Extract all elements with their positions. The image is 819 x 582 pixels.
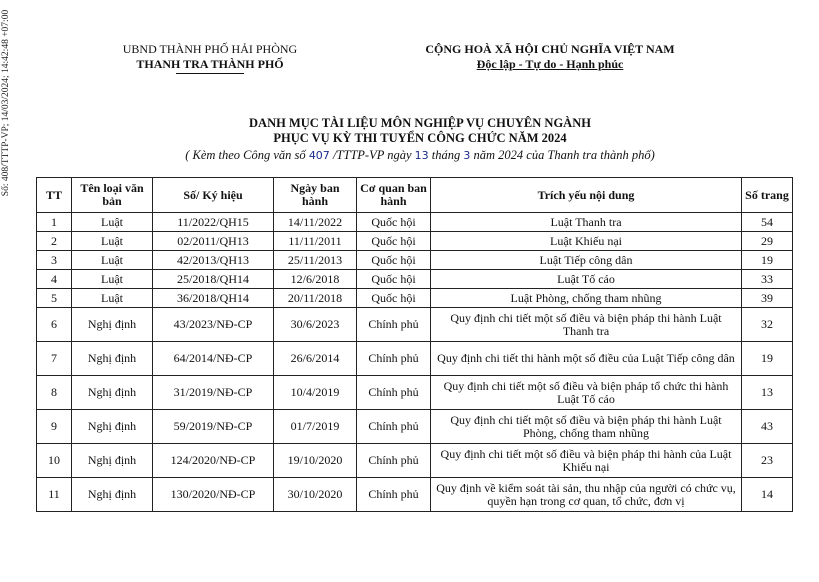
cell-code: 64/2014/NĐ-CP — [153, 342, 274, 376]
cell-summary: Quy định chi tiết một số điều và biện pháp thi hành của Luật Khiếu nại — [431, 444, 742, 478]
national-header — [392, 42, 708, 72]
table-row — [37, 410, 793, 444]
cell-code: 31/2019/NĐ-CP — [153, 376, 274, 410]
agency-underline — [176, 73, 244, 74]
table-row — [37, 270, 793, 289]
cell-date: 10/4/2019 — [274, 376, 357, 410]
cell-type: Luật — [72, 213, 153, 232]
cell-pages: 19 — [742, 342, 793, 376]
cell-agency: Quốc hội — [357, 289, 431, 308]
agency-name: THANH TRA THÀNH PHỐ — [136, 57, 284, 71]
cell-date: 14/11/2022 — [274, 213, 357, 232]
header-summary: Trích yếu nội dung — [431, 178, 742, 213]
table-row — [37, 376, 793, 410]
cell-type: Luật — [72, 232, 153, 251]
cell-pages: 54 — [742, 213, 793, 232]
cell-type: Luật — [72, 270, 153, 289]
cell-summary: Luật Khiếu nại — [431, 232, 742, 251]
handwritten-doc-number: 407 — [308, 149, 330, 162]
cell-code: 02/2011/QH13 — [153, 232, 274, 251]
table-row — [37, 444, 793, 478]
cell-pages: 32 — [742, 308, 793, 342]
header-pages: Số trang — [742, 178, 793, 213]
subtitle-part-2: /TTTP-VP ngày — [329, 148, 415, 162]
cell-code: 130/2020/NĐ-CP — [153, 478, 274, 512]
cell-tt: 5 — [37, 289, 72, 308]
table-row — [37, 478, 793, 512]
cell-date: 30/6/2023 — [274, 308, 357, 342]
handwritten-day: 13 — [414, 149, 429, 162]
cell-pages: 33 — [742, 270, 793, 289]
header-type: Tên loại văn bản — [72, 178, 153, 213]
cell-code: 124/2020/NĐ-CP — [153, 444, 274, 478]
cell-code: 36/2018/QH14 — [153, 289, 274, 308]
cell-date: 12/6/2018 — [274, 270, 357, 289]
cell-type: Nghị định — [72, 376, 153, 410]
cell-tt: 9 — [37, 410, 72, 444]
cell-tt: 11 — [37, 478, 72, 512]
subtitle-part-4: năm 2024 của Thanh tra thành phố) — [470, 148, 655, 162]
cell-agency: Quốc hội — [357, 232, 431, 251]
table-row — [37, 251, 793, 270]
national-title: CỘNG HOÀ XÃ HỘI CHỦ NGHĨA VIỆT NAM — [425, 42, 675, 56]
table-header-row — [37, 178, 793, 213]
cell-summary: Quy định về kiểm soát tài sản, thu nhập của người có chức vụ, quyền hạn trong cơ quan, tổ chức, đơn vị — [431, 478, 742, 512]
cell-tt: 6 — [37, 308, 72, 342]
table-row — [37, 342, 793, 376]
header-agency: Cơ quan ban hành — [357, 178, 431, 213]
cell-type: Nghị định — [72, 410, 153, 444]
cell-pages: 43 — [742, 410, 793, 444]
cell-type: Luật — [72, 289, 153, 308]
cell-tt: 8 — [37, 376, 72, 410]
cell-agency: Quốc hội — [357, 213, 431, 232]
cell-tt: 7 — [37, 342, 72, 376]
cell-agency: Quốc hội — [357, 270, 431, 289]
header-tt: TT — [37, 178, 72, 213]
cell-pages: 39 — [742, 289, 793, 308]
table-row — [37, 213, 793, 232]
cell-pages: 14 — [742, 478, 793, 512]
cell-summary: Quy định chi tiết một số điều và biện pháp tổ chức thi hành Luật Tố cáo — [431, 376, 742, 410]
header-code: Số/ Ký hiệu — [153, 178, 274, 213]
cell-code: 11/2022/QH15 — [153, 213, 274, 232]
cell-pages: 19 — [742, 251, 793, 270]
handwritten-month: 3 — [463, 149, 471, 162]
title-line-1: DANH MỤC TÀI LIỆU MÔN NGHIỆP VỤ CHUYÊN NGÀNH — [249, 116, 591, 130]
cell-agency: Chính phủ — [357, 478, 431, 512]
cell-type: Nghị định — [72, 342, 153, 376]
cell-date: 30/10/2020 — [274, 478, 357, 512]
cell-agency: Chính phủ — [357, 376, 431, 410]
cell-tt: 1 — [37, 213, 72, 232]
cell-code: 42/2013/QH13 — [153, 251, 274, 270]
cell-summary: Quy định chi tiết một số điều và biện pháp thi hành Luật Phòng, chống tham nhũng — [431, 410, 742, 444]
cell-type: Nghị định — [72, 444, 153, 478]
cell-date: 26/6/2014 — [274, 342, 357, 376]
header-date: Ngày ban hành — [274, 178, 357, 213]
issuing-agency-header — [100, 42, 320, 74]
parent-agency: UBND THÀNH PHỐ HẢI PHÒNG — [122, 42, 298, 56]
cell-agency: Chính phủ — [357, 410, 431, 444]
title-line-2: PHỤC VỤ KỲ THI TUYỂN CÔNG CHỨC NĂM 2024 — [273, 130, 567, 145]
cell-agency: Chính phủ — [357, 342, 431, 376]
cell-code: 59/2019/NĐ-CP — [153, 410, 274, 444]
cell-date: 11/11/2011 — [274, 232, 357, 251]
cell-type: Luật — [72, 251, 153, 270]
cell-summary: Luật Tố cáo — [431, 270, 742, 289]
table-row — [37, 232, 793, 251]
national-motto: Độc lập - Tự do - Hạnh phúc — [476, 57, 624, 71]
cell-summary: Quy định chi tiết thi hành một số điều của Luật Tiếp công dân — [431, 342, 742, 376]
cell-code: 25/2018/QH14 — [153, 270, 274, 289]
cell-summary: Quy định chi tiết một số điều và biện pháp thi hành Luật Thanh tra — [431, 308, 742, 342]
cell-date: 19/10/2020 — [274, 444, 357, 478]
cell-tt: 2 — [37, 232, 72, 251]
document-title — [90, 116, 750, 145]
cell-date: 20/11/2018 — [274, 289, 357, 308]
document-subtitle — [60, 148, 780, 163]
cell-agency: Quốc hội — [357, 251, 431, 270]
cell-date: 25/11/2013 — [274, 251, 357, 270]
cell-summary: Luật Tiếp công dân — [431, 251, 742, 270]
cell-type: Nghị định — [72, 478, 153, 512]
cell-pages: 13 — [742, 376, 793, 410]
cell-summary: Luật Thanh tra — [431, 213, 742, 232]
cell-date: 01/7/2019 — [274, 410, 357, 444]
cell-code: 43/2023/NĐ-CP — [153, 308, 274, 342]
table-row — [37, 289, 793, 308]
subtitle-part-3: tháng — [428, 148, 464, 162]
cell-tt: 3 — [37, 251, 72, 270]
table-row — [37, 308, 793, 342]
cell-pages: 23 — [742, 444, 793, 478]
subtitle-part-1: ( Kèm theo Công văn số — [185, 148, 309, 162]
cell-summary: Luật Phòng, chống tham nhũng — [431, 289, 742, 308]
digital-signature-stamp: Số: 408/TTTP-VP; 14/03/2024; 14:42:48 +07:00 — [1, 9, 11, 197]
cell-tt: 4 — [37, 270, 72, 289]
cell-type: Nghị định — [72, 308, 153, 342]
cell-tt: 10 — [37, 444, 72, 478]
document-list-table — [36, 177, 793, 512]
cell-agency: Chính phủ — [357, 308, 431, 342]
cell-agency: Chính phủ — [357, 444, 431, 478]
cell-pages: 29 — [742, 232, 793, 251]
